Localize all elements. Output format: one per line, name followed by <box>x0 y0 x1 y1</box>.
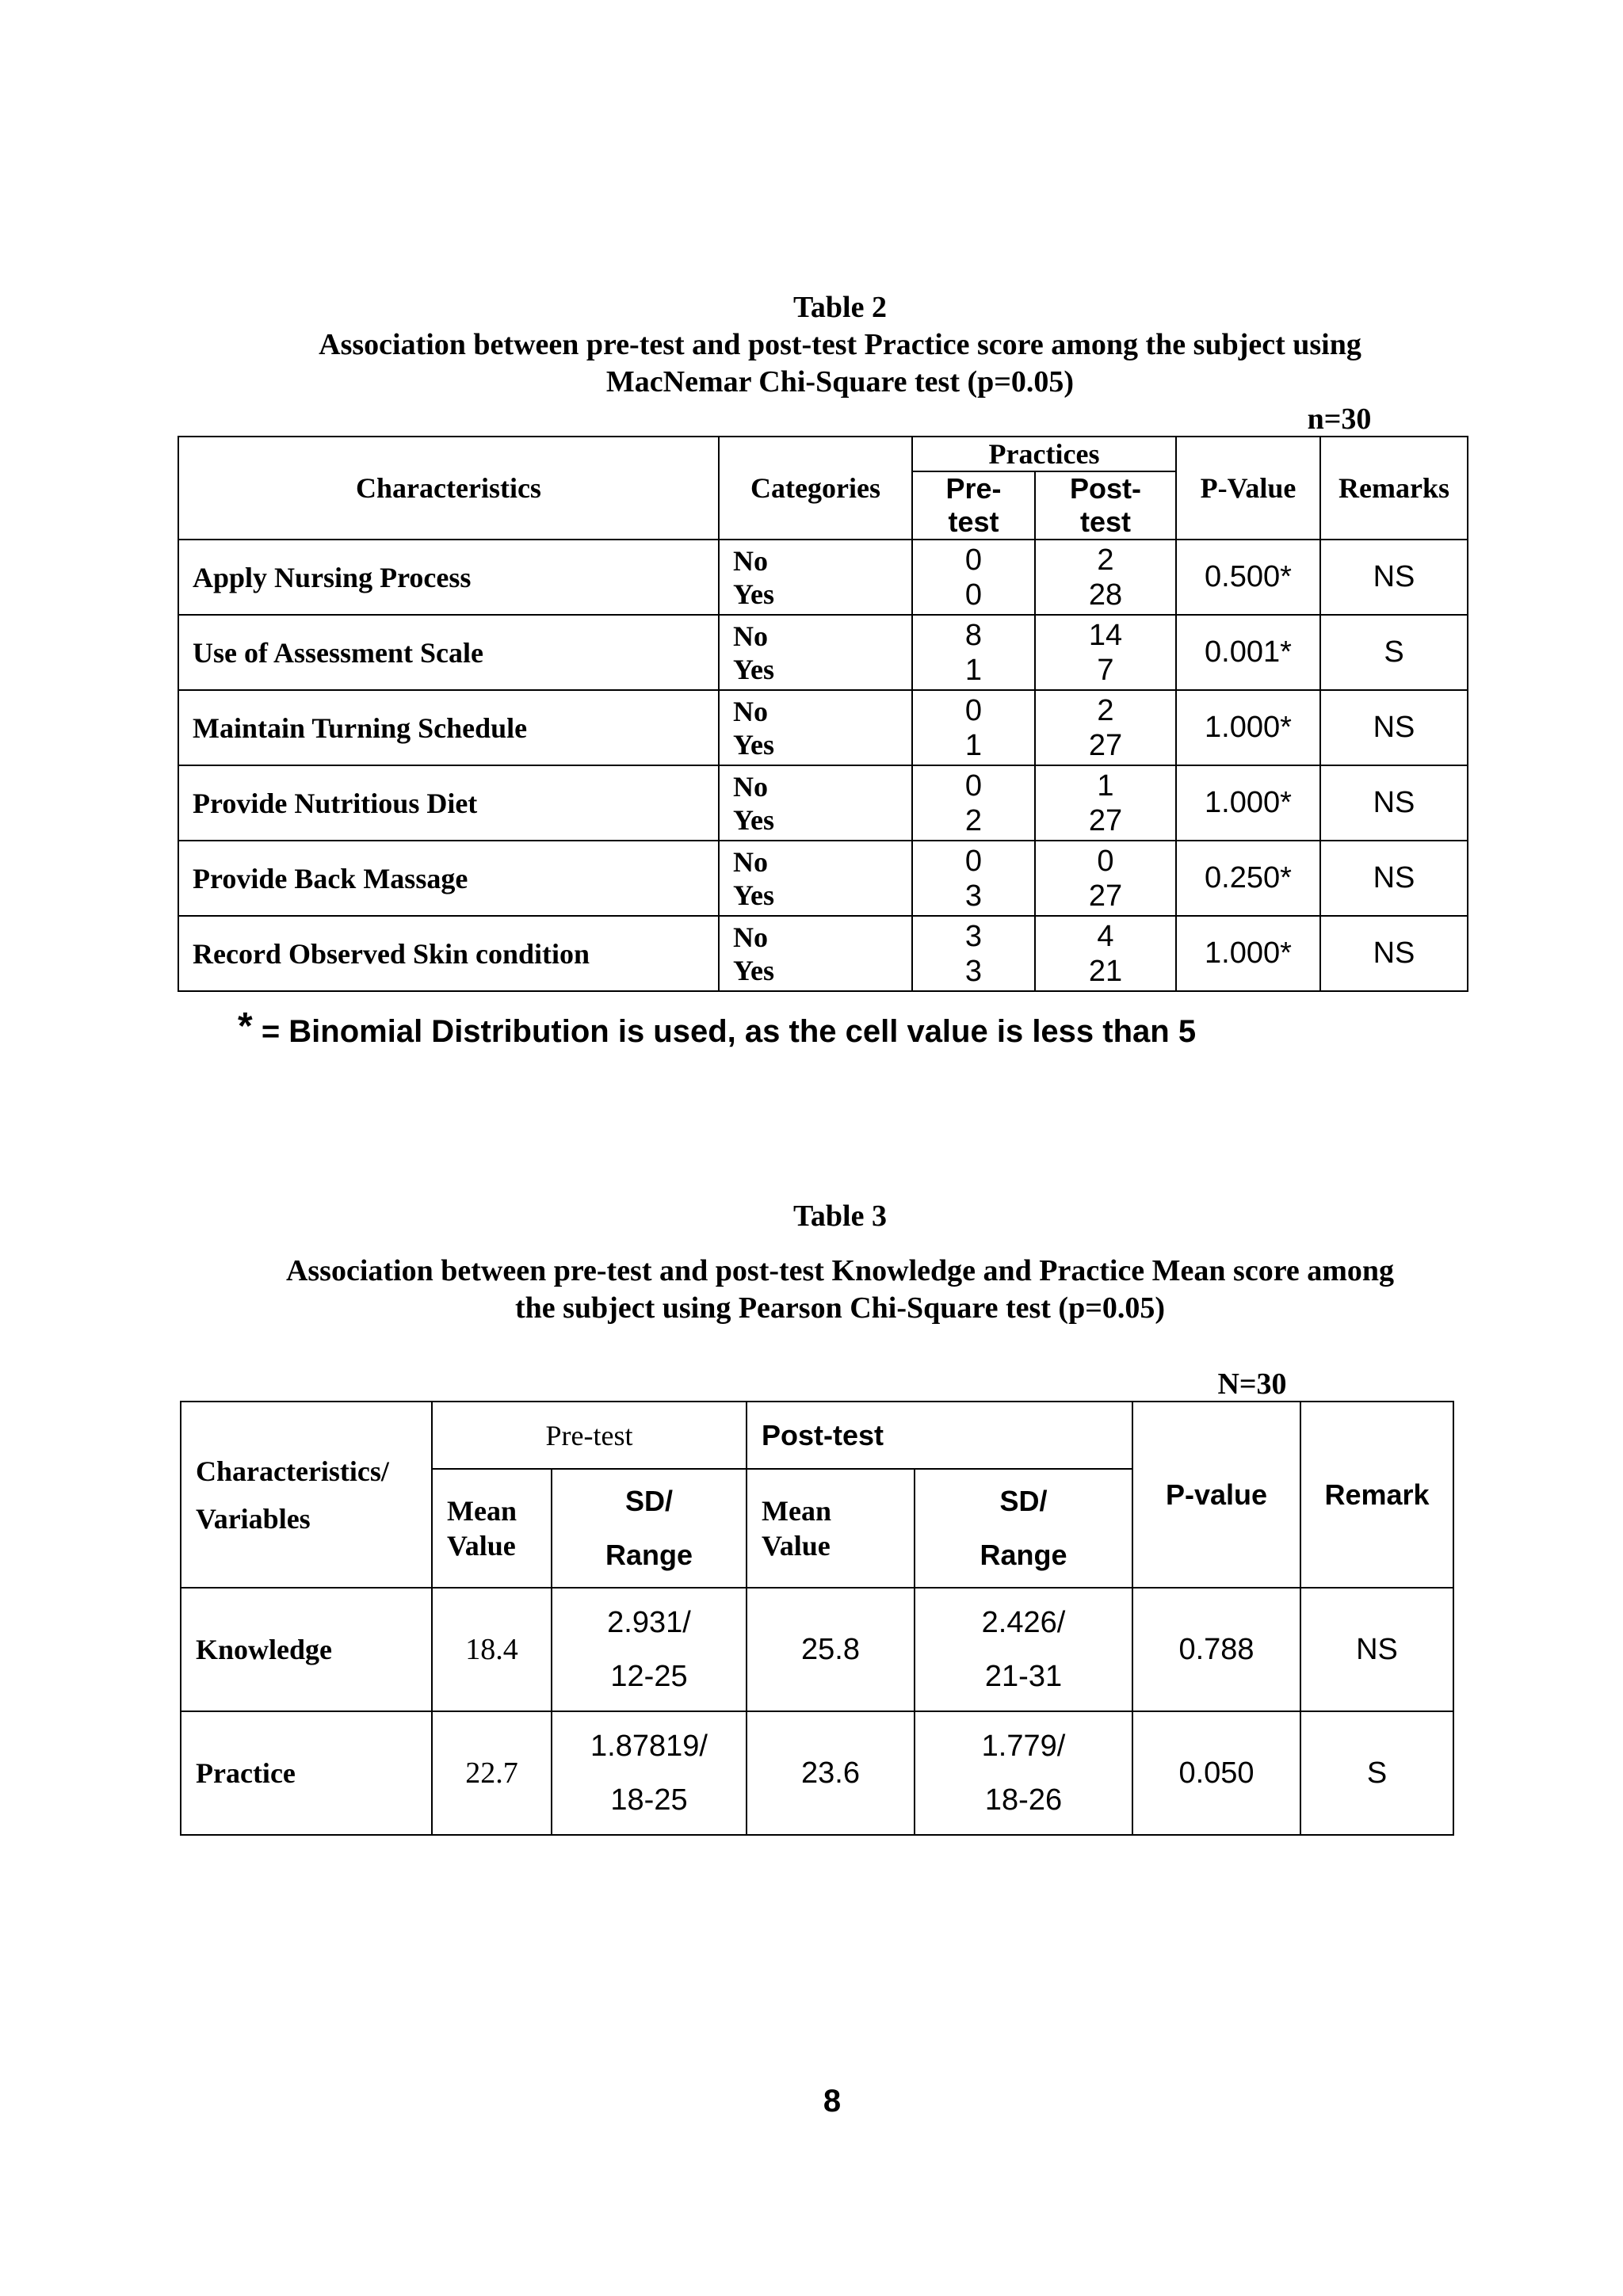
row-post-test <box>1035 841 1176 916</box>
row-p-value: 1.000* <box>1176 916 1320 991</box>
table3-sample-size: N=30 <box>1217 1367 1287 1401</box>
table3-header-p-value: P-value <box>1132 1402 1300 1588</box>
pre-yes: 3 <box>964 879 983 913</box>
row-pre-test <box>912 765 1035 841</box>
table3-header-post-test: Post-test <box>747 1402 1132 1469</box>
row-post-test <box>1035 765 1176 841</box>
mean-line2: Value <box>762 1530 831 1562</box>
table3-header-post-sd <box>915 1469 1132 1588</box>
row-remark: NS <box>1320 841 1468 916</box>
row-variable: Knowledge <box>181 1588 432 1711</box>
pre-no: 3 <box>964 919 983 953</box>
table2-header-pre-test <box>912 471 1035 540</box>
row-p-value: 0.050 <box>1132 1711 1300 1835</box>
table2-header-p-value: P-Value <box>1176 437 1320 540</box>
pre-no: 0 <box>964 543 983 577</box>
sd-line2: Range <box>980 1539 1067 1571</box>
row-categories <box>719 841 912 916</box>
category-yes: Yes <box>733 954 774 986</box>
post-sd: 2.426/ <box>981 1606 1066 1639</box>
post-no: 2 <box>1097 693 1114 727</box>
category-no: No <box>733 695 768 727</box>
row-pre-mean: 18.4 <box>432 1588 552 1711</box>
row-remark: NS <box>1320 690 1468 765</box>
row-p-value: 1.000* <box>1176 765 1320 841</box>
category-no: No <box>733 845 768 878</box>
category-yes: Yes <box>733 803 774 836</box>
pre-sd: 2.931/ <box>607 1606 691 1639</box>
row-characteristic: Provide Back Massage <box>178 841 719 916</box>
post-yes: 27 <box>1088 728 1123 762</box>
row-pre-mean: 22.7 <box>432 1711 552 1835</box>
row-remark: NS <box>1300 1588 1453 1711</box>
footnote-text: = Binomial Distribution is used, as the cell value is less than 5 <box>261 1014 1197 1049</box>
row-pre-test <box>912 916 1035 991</box>
table-row <box>178 916 1468 991</box>
post-test-line2: test <box>1079 505 1132 538</box>
table-row <box>178 841 1468 916</box>
pre-yes: 2 <box>964 803 983 837</box>
pre-no: 8 <box>964 618 983 652</box>
sd-line2: Range <box>605 1539 693 1571</box>
post-yes: 27 <box>1088 803 1123 837</box>
pre-yes: 3 <box>964 954 983 988</box>
table2-caption-line1: Association between pre-test and post-test Practice score among the subject using <box>319 328 1361 361</box>
sd-line1: SD/ <box>999 1485 1048 1517</box>
category-yes: Yes <box>733 728 774 761</box>
category-no: No <box>733 770 768 803</box>
pre-no: 0 <box>964 769 983 803</box>
row-pre-test <box>912 540 1035 615</box>
row-remark: NS <box>1320 916 1468 991</box>
pre-test-line2: test <box>948 505 999 538</box>
row-post-mean: 25.8 <box>747 1588 915 1711</box>
category-no: No <box>733 921 768 953</box>
post-range: 18-26 <box>984 1783 1063 1817</box>
row-remark: NS <box>1320 765 1468 841</box>
table2-header-post-test <box>1035 471 1176 540</box>
table3-header-pre-sd <box>552 1469 747 1588</box>
row-categories <box>719 765 912 841</box>
table2-title: Table 2 <box>793 291 887 324</box>
row-categories <box>719 615 912 690</box>
pre-test-line1: Pre- <box>945 472 1002 505</box>
table3-header-remark: Remark <box>1300 1402 1453 1588</box>
pre-range: 18-25 <box>610 1783 688 1817</box>
row-pre-sd-range <box>552 1588 747 1711</box>
row-post-sd-range <box>915 1711 1132 1835</box>
row-remark: S <box>1320 615 1468 690</box>
row-pre-test <box>912 841 1035 916</box>
post-yes: 28 <box>1088 578 1123 612</box>
post-test-line1: Post- <box>1070 472 1141 505</box>
post-yes: 21 <box>1088 954 1123 988</box>
pre-no: 0 <box>964 693 983 727</box>
characteristics-line2: Variables <box>196 1502 311 1535</box>
pre-yes: 1 <box>964 653 983 687</box>
row-p-value: 0.001* <box>1176 615 1320 690</box>
footnote-asterisk: * <box>238 1005 253 1047</box>
row-pre-sd-range <box>552 1711 747 1835</box>
table2-header-remarks: Remarks <box>1320 437 1468 540</box>
row-categories <box>719 690 912 765</box>
post-yes: 7 <box>1097 653 1114 687</box>
table2 <box>178 436 1468 992</box>
table3-header-post-mean <box>747 1469 915 1588</box>
post-no: 14 <box>1088 618 1123 652</box>
table2-sample-size: n=30 <box>1307 402 1372 436</box>
row-categories <box>719 540 912 615</box>
row-p-value: 0.500* <box>1176 540 1320 615</box>
post-no: 2 <box>1097 543 1114 577</box>
post-range: 21-31 <box>984 1660 1063 1693</box>
row-pre-test <box>912 615 1035 690</box>
table-row <box>178 690 1468 765</box>
pre-range: 12-25 <box>610 1660 688 1693</box>
table-row <box>181 1711 1453 1835</box>
table3-caption-line2: the subject using Pearson Chi-Square test (p=0.05) <box>514 1291 1166 1325</box>
row-characteristic: Apply Nursing Process <box>178 540 719 615</box>
mean-line1: Mean <box>447 1495 517 1527</box>
row-characteristic: Record Observed Skin condition <box>178 916 719 991</box>
row-remark: NS <box>1320 540 1468 615</box>
row-p-value: 1.000* <box>1176 690 1320 765</box>
table-row <box>178 540 1468 615</box>
row-post-sd-range <box>915 1588 1132 1711</box>
category-yes: Yes <box>733 879 774 911</box>
table-row <box>178 765 1468 841</box>
row-characteristic: Use of Assessment Scale <box>178 615 719 690</box>
row-variable: Practice <box>181 1711 432 1835</box>
pre-no: 0 <box>964 844 983 878</box>
characteristics-line1: Characteristics/ <box>196 1455 389 1487</box>
post-no: 4 <box>1097 919 1114 953</box>
post-yes: 27 <box>1088 879 1123 913</box>
row-post-mean: 23.6 <box>747 1711 915 1835</box>
table3-header-pre-mean <box>432 1469 552 1588</box>
page-number: 8 <box>823 2084 842 2119</box>
row-categories <box>719 916 912 991</box>
category-no: No <box>733 544 768 577</box>
category-yes: Yes <box>733 578 774 610</box>
table3-caption-line1: Association between pre-test and post-test Knowledge and Practice Mean score among <box>285 1254 1395 1287</box>
category-no: No <box>733 620 768 652</box>
row-post-test <box>1035 615 1176 690</box>
row-remark: S <box>1300 1711 1453 1835</box>
row-p-value: 0.250* <box>1176 841 1320 916</box>
row-post-test <box>1035 916 1176 991</box>
mean-line1: Mean <box>762 1495 831 1527</box>
row-post-test <box>1035 540 1176 615</box>
row-characteristic: Maintain Turning Schedule <box>178 690 719 765</box>
pre-yes: 0 <box>964 578 983 612</box>
mean-line2: Value <box>447 1530 516 1562</box>
table3 <box>180 1401 1454 1836</box>
table2-footnote <box>238 1005 1197 1051</box>
table3-header-characteristics <box>181 1402 432 1588</box>
post-no: 1 <box>1097 769 1114 803</box>
row-p-value: 0.788 <box>1132 1588 1300 1711</box>
table2-header-characteristics: Characteristics <box>178 437 719 540</box>
row-characteristic: Provide Nutritious Diet <box>178 765 719 841</box>
row-pre-test <box>912 690 1035 765</box>
table2-header-practices: Practices <box>912 437 1176 471</box>
pre-yes: 1 <box>964 728 983 762</box>
post-sd: 1.779/ <box>981 1730 1066 1763</box>
table-row <box>178 615 1468 690</box>
table3-header-pre-test: Pre-test <box>432 1402 747 1469</box>
pre-sd: 1.87819/ <box>590 1730 708 1763</box>
row-post-test <box>1035 690 1176 765</box>
post-no: 0 <box>1097 844 1114 878</box>
table3-title: Table 3 <box>793 1199 887 1233</box>
category-yes: Yes <box>733 653 774 685</box>
table2-header-categories: Categories <box>719 437 912 540</box>
table2-caption-line2: MacNemar Chi-Square test (p=0.05) <box>605 365 1075 399</box>
sd-line1: SD/ <box>624 1485 673 1517</box>
table-row <box>181 1588 1453 1711</box>
